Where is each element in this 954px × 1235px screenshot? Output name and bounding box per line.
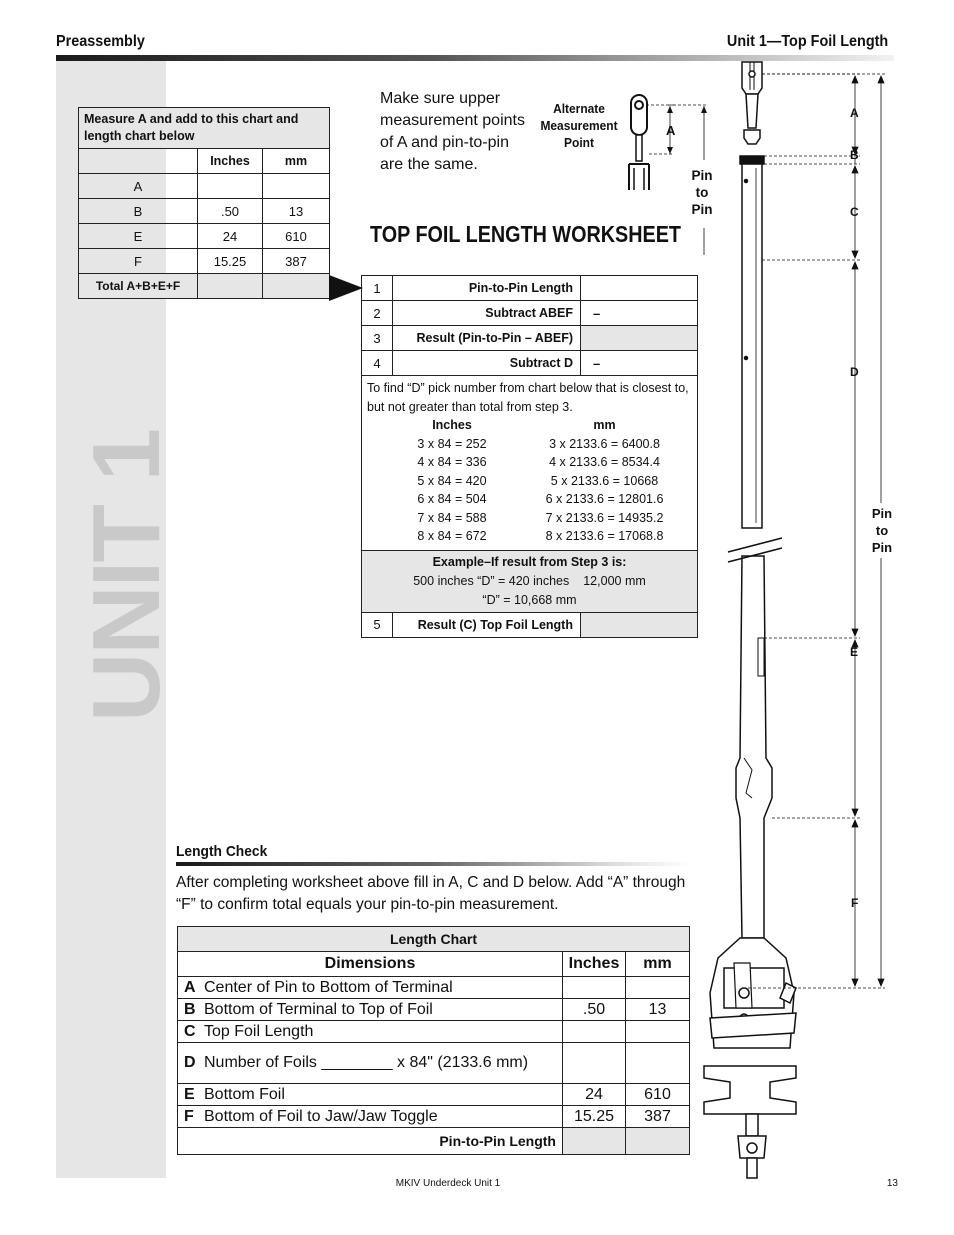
table-row: F 15.25 387	[79, 249, 330, 274]
dim-label-c: C	[850, 205, 859, 219]
dim-label-b: B	[850, 148, 859, 162]
result-top-foil-input[interactable]	[581, 612, 698, 637]
col-inches: Inches	[198, 149, 263, 174]
dim-label-a: A	[850, 106, 859, 120]
c-inches-field[interactable]	[563, 1021, 626, 1043]
measurement-note: Make sure upper measurement points of A and pin-to-pin are the same.	[380, 90, 525, 173]
subtract-d-input[interactable]: –	[581, 351, 698, 376]
col-inches: Inches	[563, 952, 626, 977]
pin-to-pin-label: Pin-to-Pin Length	[178, 1128, 563, 1155]
a-inches-field[interactable]	[563, 977, 626, 999]
d-inches-field[interactable]	[563, 1043, 626, 1084]
table-row: E 24 610	[79, 224, 330, 249]
list-item: 4 x 84 = 336 4 x 2133.6 = 8534.4	[417, 455, 660, 469]
result-pin-to-pin-input[interactable]	[581, 326, 698, 351]
page-header-title: Unit 1—Top Foil Length	[726, 33, 888, 50]
worksheet-table	[361, 275, 698, 638]
total-inches-cell[interactable]	[198, 274, 263, 299]
furling-foil-diagram	[700, 58, 900, 1182]
list-item: 6 x 84 = 504 6 x 2133.6 = 12801.6	[417, 492, 664, 506]
table-row: E Bottom Foil 24 610	[178, 1084, 690, 1106]
length-chart	[177, 926, 690, 1155]
table-row: A Center of Pin to Bottom of Terminal	[178, 977, 690, 999]
unit-label: UNIT 1	[73, 429, 180, 722]
col-mm: mm	[626, 952, 690, 977]
table-row: 4 Subtract D –	[362, 351, 698, 376]
section-header: Preassembly	[56, 33, 145, 50]
footer-title: MKIV Underdeck Unit 1	[395, 1178, 501, 1189]
col-inches: Inches	[432, 418, 472, 432]
alt-pin-to-pin-label: Pin to Pin	[691, 168, 713, 217]
pin-to-pin-mm-field[interactable]	[626, 1128, 690, 1155]
pin-to-pin-dimension-label: Pin to Pin	[871, 506, 893, 555]
dim-label-e: E	[850, 645, 859, 659]
worksheet-title: TOP FOIL LENGTH WORKSHEET	[370, 221, 682, 247]
length-check-rule	[176, 862, 690, 866]
table-row: 5 Result (C) Top Foil Length	[362, 612, 698, 637]
a-inches-cell[interactable]	[198, 174, 263, 199]
dim-label-f: F	[851, 896, 859, 910]
list-item: 8 x 84 = 672 8 x 2133.6 = 17068.8	[417, 529, 664, 543]
table-row: A	[79, 174, 330, 199]
table-row: 3 Result (Pin-to-Pin – ABEF)	[362, 326, 698, 351]
length-check-heading: Length Check	[176, 843, 268, 860]
pointer-arrow-icon	[329, 275, 363, 301]
length-check-text: After completing worksheet above fill in A, C and D below. Add “A” through “F” to confirm total equals your pin-to-pin measurement.	[176, 874, 686, 913]
table-row: 1 Pin-to-Pin Length	[362, 276, 698, 301]
table-row: B Bottom of Terminal to Top of Foil .50 13	[178, 999, 690, 1021]
example-box: Example–If result from Step 3 is: 500 inches “D” = 420 inches 12,000 mm “D” = 10,668 mm	[362, 550, 698, 612]
subtract-abef-input[interactable]: –	[581, 301, 698, 326]
d-instructions: To find “D” pick number from chart below that is closest to, but not greater than total from step 3. Inches mm 3 x 84 = 252 3 x 2133.6 = 6400.8 4 x 84 = 336 4 x 2133.6 = 8534.4 5 x 84 = 420 5 x 2133.6 = 10668 6 x 84 = 504 6 x 2133.6 = 12801.6 7 x 84 = 588 7 x 2133.6 = 14935.2 8 x 84 = 672 8 x 2133.6 = 17068.8	[362, 376, 698, 551]
list-item: 3 x 84 = 252 3 x 2133.6 = 6400.8	[417, 436, 660, 451]
c-mm-field[interactable]	[626, 1021, 690, 1043]
table-row: 2 Subtract ABEF –	[362, 301, 698, 326]
col-mm: mm	[593, 418, 616, 432]
measure-chart-header: Measure A and add to this chart and length chart below	[79, 108, 330, 149]
pin-to-pin-inches-field[interactable]	[563, 1128, 626, 1155]
a-mm-cell[interactable]	[263, 174, 330, 199]
col-mm: mm	[263, 149, 330, 174]
list-item: 5 x 84 = 420 5 x 2133.6 = 10668	[417, 473, 659, 488]
col-dimensions: Dimensions	[178, 952, 563, 977]
a-mm-field[interactable]	[626, 977, 690, 999]
page-number: 13	[886, 1178, 898, 1189]
table-row: F Bottom of Foil to Jaw/Jaw Toggle 15.25 387	[178, 1106, 690, 1128]
total-label: Total A+B+E+F	[79, 274, 198, 299]
alternate-measurement-label: Alternate Measurement Point	[540, 101, 618, 150]
total-mm-cell[interactable]	[263, 274, 330, 299]
d-mm-field[interactable]	[626, 1043, 690, 1084]
measure-chart	[78, 107, 330, 299]
dim-label-d: D	[850, 365, 859, 379]
length-chart-title: Length Chart	[178, 927, 690, 952]
list-item: 7 x 84 = 588 7 x 2133.6 = 14935.2	[417, 510, 664, 525]
table-row: D Number of Foils ________ x 84" (2133.6 mm)	[178, 1043, 690, 1084]
table-row: C Top Foil Length	[178, 1021, 690, 1043]
pin-to-pin-length-input[interactable]	[581, 276, 698, 301]
alt-dim-a: A	[666, 123, 676, 138]
table-row: B .50 13	[79, 199, 330, 224]
